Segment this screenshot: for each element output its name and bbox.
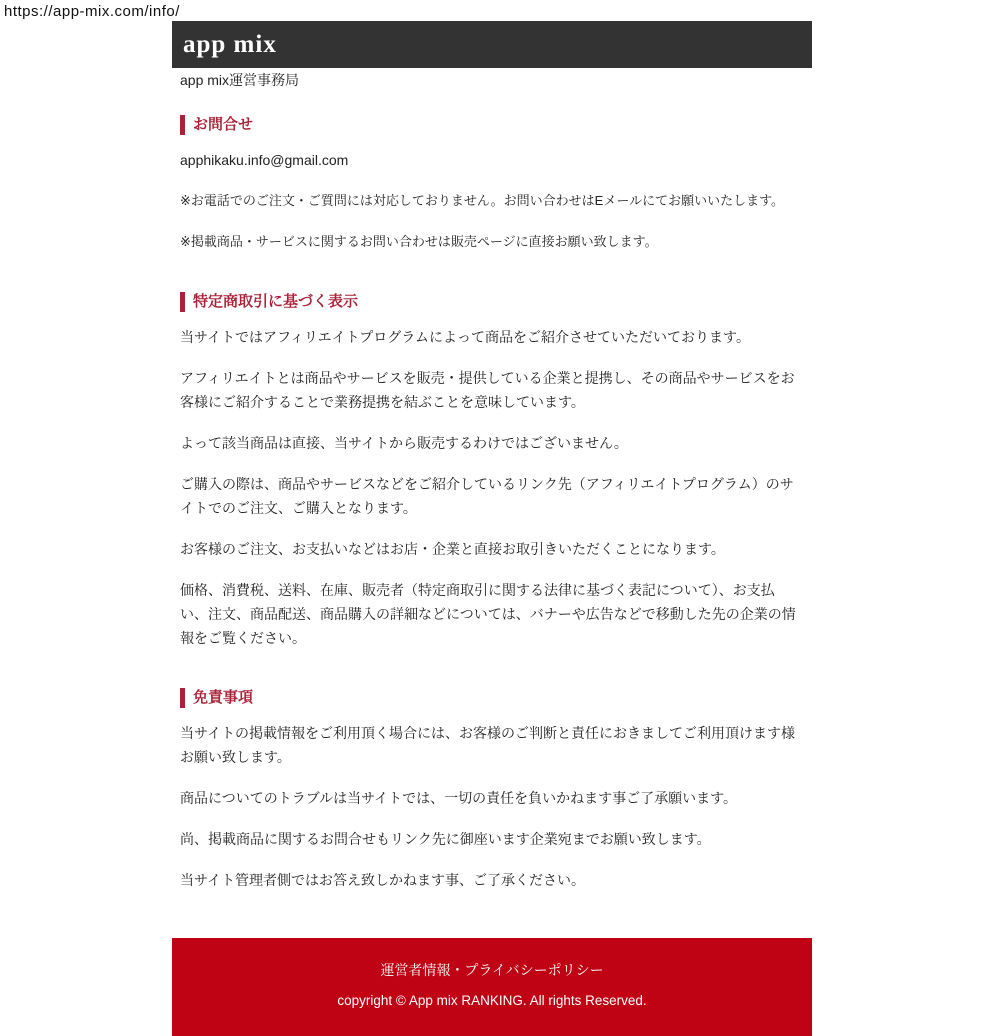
site-logo-text[interactable]: app mix bbox=[183, 30, 277, 58]
section-heading-disclaimer: 免責事項 bbox=[180, 688, 798, 708]
paragraph: アフィリエイトとは商品やサービスを販売・提供している企業と提携し、その商品やサービスをお客様にご紹介することで業務提携を結ぶことを意味しています。 bbox=[180, 370, 795, 410]
contact-note-phone: ※お電話でのご注文・ご質問には対応しておりません。お問い合わせはEメールにてお願いいたします。 bbox=[180, 193, 785, 208]
main-content bbox=[172, 68, 812, 892]
section-heading-commercial-transactions: 特定商取引に基づく表示 bbox=[180, 292, 798, 312]
section-heading-contact: お問合せ bbox=[180, 115, 798, 135]
paragraph: 商品についてのトラブルは当サイトでは、一切の責任を負いかねます事ご了承願います。 bbox=[180, 790, 738, 806]
paragraph: 価格、消費税、送料、在庫、販売者（特定商取引に関する法律に基づく表記について）、お支払い、注文、商品配送、商品購入の詳細などについては、バナーや広告などで移動した先の企業の情報をご覧ください。 bbox=[180, 582, 796, 646]
footer-copyright: copyright © App mix RANKING. All rights Reserved. bbox=[337, 993, 647, 1008]
page-container bbox=[172, 21, 812, 1036]
site-footer bbox=[172, 938, 812, 1036]
section-commercial-transactions bbox=[180, 292, 798, 650]
paragraph: ご購入の際は、商品やサービスなどをご紹介しているリンク先（アフィリエイトプログラム）のサイトでのご注文、ご購入となります。 bbox=[180, 476, 794, 516]
contact-email: apphikaku.info@gmail.com bbox=[180, 152, 349, 168]
section-contact bbox=[180, 115, 798, 254]
site-header bbox=[172, 21, 812, 68]
paragraph: 当サイトではアフィリエイトプログラムによって商品をご紹介させていただいております。 bbox=[180, 329, 750, 345]
section-disclaimer bbox=[180, 688, 798, 892]
operator-name: app mix運営事務局 bbox=[180, 72, 300, 88]
paragraph: 尚、掲載商品に関するお問合せもリンク先に御座います企業宛までお願い致します。 bbox=[180, 831, 711, 847]
paragraph: 当サイト管理者側ではお答え致しかねます事、ご了承ください。 bbox=[180, 872, 586, 888]
paragraph: よって該当商品は直接、当サイトから販売するわけではございません。 bbox=[180, 435, 628, 451]
contact-note-products: ※掲載商品・サービスに関するお問い合わせは販売ページに直接お願い致します。 bbox=[180, 234, 658, 249]
footer-privacy-policy-link[interactable]: 運営者情報・プライバシーポリシー bbox=[380, 962, 604, 978]
paragraph: 当サイトの掲載情報をご利用頂く場合には、お客様のご判断と責任におきましてご利用頂けます様お願い致します。 bbox=[180, 725, 796, 765]
browser-url-text: https://app-mix.com/info/ bbox=[4, 3, 180, 20]
paragraph: お客様のご注文、お支払いなどはお店・企業と直接お取引きいただくことになります。 bbox=[180, 541, 725, 557]
